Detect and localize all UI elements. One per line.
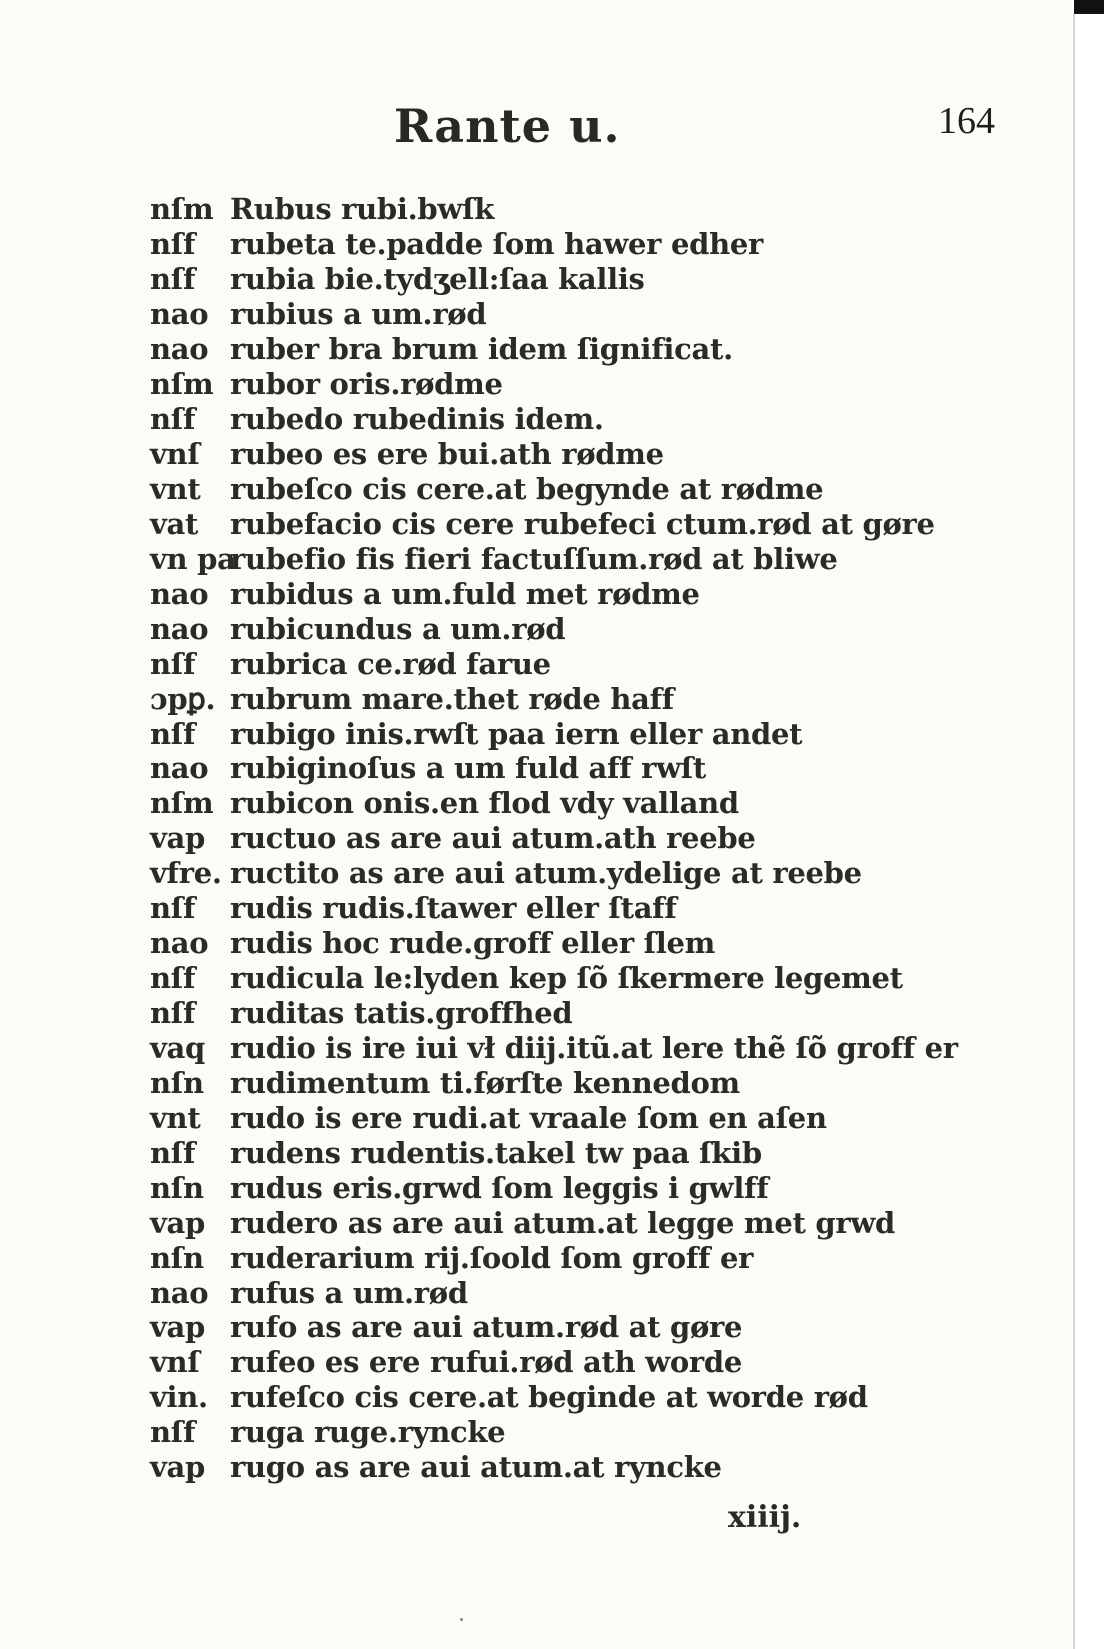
dictionary-entry	[150, 1415, 930, 1450]
scan-edge-line	[1073, 14, 1075, 1649]
entry-headword-gloss: rubidus a um.fuld met rødme	[230, 576, 700, 611]
entry-grammar-code: nſf	[150, 716, 196, 751]
entry-headword-gloss: rubor oris.rødme	[230, 367, 503, 402]
entry-headword-gloss: rudimentum ti.førſte kennedom	[230, 1065, 740, 1100]
paper-speck	[460, 1618, 463, 1621]
entry-grammar-code: vap	[150, 1310, 206, 1345]
entry-headword-gloss: ruditas tatis.groffhed	[230, 996, 573, 1031]
dictionary-entry	[150, 716, 930, 751]
dictionary-entry	[150, 646, 930, 681]
entry-grammar-code: nſn	[150, 1170, 204, 1205]
entry-headword-gloss: rudicula le:lyden kep ſõ ſkermere legemet	[230, 961, 903, 996]
entry-headword-gloss: rubefio fis fieri factuſſum.rød at bliwe	[230, 541, 838, 576]
dictionary-entry	[150, 751, 930, 786]
dictionary-entry	[150, 297, 930, 332]
entry-grammar-code: nao	[150, 926, 209, 961]
entry-grammar-code: nſn	[150, 1240, 204, 1275]
dictionary-entry	[150, 961, 930, 996]
entry-headword-gloss: rubeſco cis cere.at begynde at rødme	[230, 471, 824, 506]
entry-grammar-code: vap	[150, 1205, 206, 1240]
entry-grammar-code: nſf	[150, 1415, 196, 1450]
dictionary-entry	[150, 996, 930, 1031]
dictionary-entry	[150, 227, 930, 262]
dictionary-entry	[150, 367, 930, 402]
entry-headword-gloss: rudio is ire iui vł diij.itũ.at lere thẽ ſõ groff er	[230, 1030, 958, 1065]
entry-grammar-code: vnſ	[150, 1345, 200, 1380]
entry-headword-gloss: rubicundus a um.rød	[230, 611, 566, 646]
dictionary-entry	[150, 1310, 930, 1345]
entry-grammar-code: nſf	[150, 227, 196, 262]
entry-grammar-code: nao	[150, 297, 209, 332]
dictionary-entry	[150, 1205, 930, 1240]
entry-grammar-code: vat	[150, 506, 199, 541]
dictionary-entry	[150, 506, 935, 541]
entry-headword-gloss: rudero as are aui atum.at legge met grwd	[230, 1205, 895, 1240]
entry-grammar-code: nſf	[150, 646, 196, 681]
dictionary-entry	[150, 786, 930, 821]
dictionary-entry	[150, 332, 930, 367]
entry-headword-gloss: rubeta te.padde ſom hawer edher	[230, 227, 763, 262]
entry-headword-gloss: Rubus rubi.bwſk	[230, 192, 495, 227]
entry-headword-gloss: rubrica ce.rød farue	[230, 646, 551, 681]
dictionary-entry	[150, 1240, 930, 1275]
dictionary-entry	[150, 1100, 930, 1135]
dictionary-entry	[150, 1170, 930, 1205]
entry-grammar-code: vfre.	[150, 856, 222, 891]
entry-headword-gloss: ructito as are aui atum.ydelige at reebe	[230, 856, 862, 891]
entry-grammar-code: nſf	[150, 961, 196, 996]
dictionary-entry	[150, 262, 930, 297]
dictionary-entry	[150, 192, 930, 227]
entry-headword-gloss: rudo is ere rudi.at vraale ſom en aſen	[230, 1100, 827, 1135]
entry-grammar-code: vnt	[150, 471, 201, 506]
scan-edge-bar	[1074, 0, 1104, 14]
dictionary-entry	[150, 1275, 930, 1310]
entry-headword-gloss: rugo as are aui atum.at ryncke	[230, 1450, 722, 1485]
entry-grammar-code: nſn	[150, 1065, 204, 1100]
entry-headword-gloss: ructuo as are aui atum.ath reebe	[230, 821, 756, 856]
dictionary-entry	[150, 1380, 930, 1415]
running-header: Rante u.	[394, 99, 621, 153]
entry-grammar-code: ɔpꝑ.	[150, 681, 216, 716]
entry-grammar-code: nao	[150, 611, 209, 646]
entry-grammar-code: vn pa	[150, 541, 236, 576]
dictionary-entry	[150, 472, 930, 507]
dictionary-entry	[150, 856, 930, 891]
entry-headword-gloss: ruderarium rij.ſoold ſom groff er	[230, 1240, 754, 1275]
entry-grammar-code: nſf	[150, 996, 196, 1031]
dictionary-entry	[150, 681, 930, 716]
entry-grammar-code: nſf	[150, 262, 196, 297]
entry-grammar-code: nſf	[150, 1135, 196, 1170]
entry-headword-gloss: rubefacio cis cere rubefeci ctum.rød at gøre	[230, 506, 935, 541]
entry-headword-gloss: rubia bie.tydʒell:ſaa kallis	[230, 262, 645, 297]
entry-headword-gloss: rufus a um.rød	[230, 1275, 468, 1310]
entry-headword-gloss: rubedo rubedinis idem.	[230, 402, 604, 437]
entry-grammar-code: nſf	[150, 891, 196, 926]
dictionary-entry	[150, 821, 930, 856]
entry-headword-gloss: rudus eris.grwd ſom leggis i gwlff	[230, 1170, 769, 1205]
dictionary-entry	[150, 611, 930, 646]
dictionary-entry	[150, 402, 930, 437]
dictionary-entry	[150, 1030, 958, 1066]
dictionary-entry	[150, 1065, 930, 1100]
entry-grammar-code: nao	[150, 751, 209, 786]
dictionary-entry	[150, 1135, 930, 1170]
entry-headword-gloss: rubiginoſus a um fuld aff rwſt	[230, 751, 707, 786]
entry-grammar-code: nao	[150, 576, 209, 611]
entry-grammar-code: vap	[150, 1450, 206, 1485]
entry-headword-gloss: rudis rudis.ſtawer eller ſtaff	[230, 891, 677, 926]
entry-grammar-code: vnt	[150, 1100, 201, 1135]
entry-grammar-code: vap	[150, 821, 206, 856]
entry-grammar-code: nao	[150, 1275, 209, 1310]
entry-grammar-code: vnſ	[150, 437, 200, 472]
entry-headword-gloss: rubrum mare.thet røde haff	[230, 681, 674, 716]
dictionary-entry	[150, 891, 930, 926]
entry-headword-gloss: rubius a um.rød	[230, 297, 487, 332]
dictionary-entry	[150, 541, 930, 576]
entry-grammar-code: vin.	[150, 1380, 208, 1415]
entry-grammar-code: nſm	[150, 192, 214, 227]
entry-headword-gloss: rudens rudentis.takel tw paa ſkib	[230, 1135, 762, 1170]
entry-headword-gloss: rufeſco cis cere.at beginde at worde rød	[230, 1380, 868, 1415]
entry-grammar-code: vaq	[150, 1030, 206, 1065]
entry-headword-gloss: rufeo es ere rufui.rød ath worde	[230, 1345, 742, 1380]
entry-headword-gloss: rubeo es ere bui.ath rødme	[230, 437, 664, 472]
entry-headword-gloss: ruber bra brum idem ſignificat.	[230, 332, 733, 367]
dictionary-entry	[150, 926, 930, 961]
entry-grammar-code: nſm	[150, 786, 214, 821]
entry-headword-gloss: rubicon onis.en flod vdy valland	[230, 786, 739, 821]
page-number: 164	[938, 100, 995, 142]
entry-grammar-code: nſf	[150, 402, 196, 437]
entry-grammar-code: nao	[150, 332, 209, 367]
signature-mark: xiiij.	[728, 1500, 802, 1535]
entry-headword-gloss: rudis hoc rude.groff eller ſlem	[230, 926, 716, 961]
dictionary-entry-list	[150, 192, 958, 1485]
dictionary-entry	[150, 437, 930, 472]
entry-headword-gloss: rufo as are aui atum.rød at gøre	[230, 1310, 743, 1345]
entry-grammar-code: nſm	[150, 367, 214, 402]
entry-headword-gloss: ruga ruge.ryncke	[230, 1415, 506, 1450]
entry-headword-gloss: rubigo inis.rwſt paa iern eller andet	[230, 716, 803, 751]
dictionary-entry	[150, 576, 930, 611]
dictionary-entry	[150, 1450, 930, 1485]
dictionary-entry	[150, 1345, 930, 1380]
